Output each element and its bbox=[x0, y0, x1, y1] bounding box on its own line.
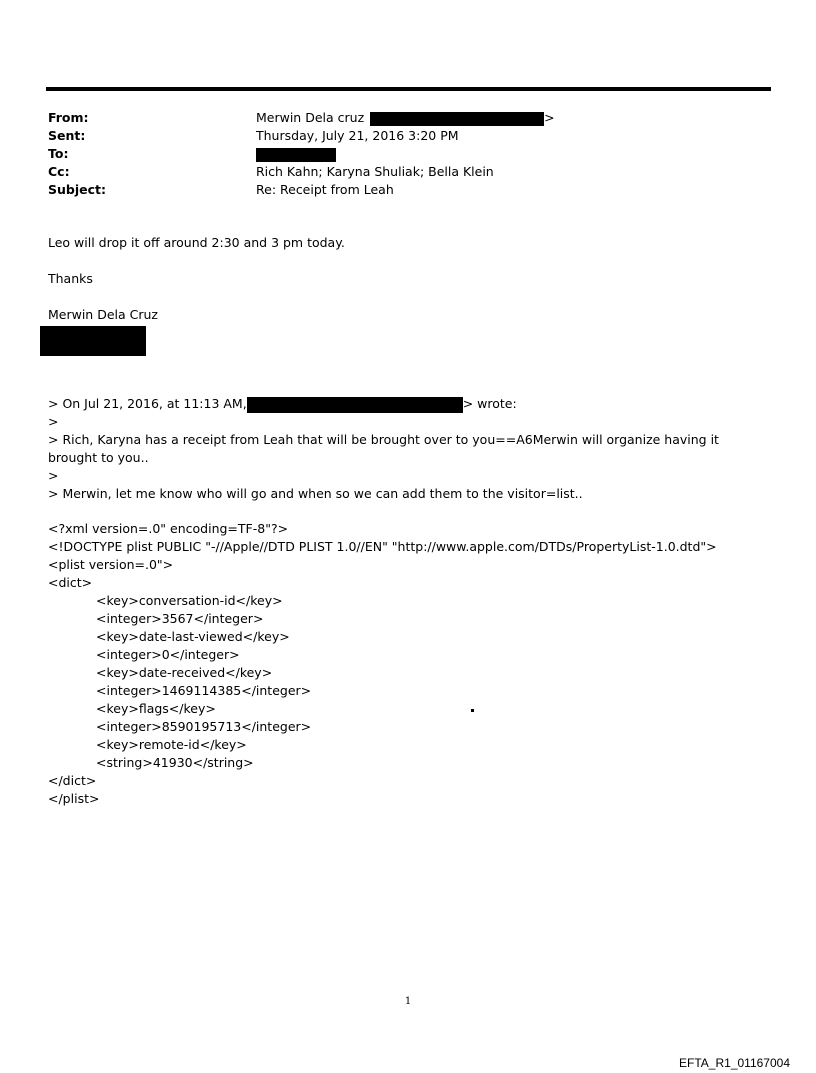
from-email-redaction bbox=[370, 112, 544, 126]
to-value bbox=[256, 145, 336, 163]
signature-redaction bbox=[40, 326, 146, 356]
xml-line: <integer>0</integer> bbox=[96, 647, 240, 662]
sent-value: Thursday, July 21, 2016 3:20 PM bbox=[256, 128, 459, 143]
header-rule bbox=[46, 87, 771, 91]
xml-line: </plist> bbox=[48, 791, 100, 806]
subject-value: Re: Receipt from Leah bbox=[256, 182, 394, 197]
quoted-blank-1: > bbox=[48, 414, 59, 429]
xml-line: <key>remote-id</key> bbox=[96, 737, 247, 752]
to-redaction bbox=[256, 148, 336, 162]
xml-line: <key>date-last-viewed</key> bbox=[96, 629, 290, 644]
cc-label: Cc: bbox=[48, 164, 70, 179]
from-label: From: bbox=[48, 110, 89, 125]
xml-line: <?xml version=.0" encoding=TF-8"?> bbox=[48, 521, 289, 536]
sent-row bbox=[48, 127, 768, 145]
subject-row bbox=[48, 181, 768, 199]
to-label: To: bbox=[48, 146, 69, 161]
quoted-paragraph-1: > Rich, Karyna has a receipt from Leah that will be brought over to you==A6Merwin will organize having it brought to you.. bbox=[48, 432, 719, 465]
quoted-paragraph-2: > Merwin, let me know who will go and when so we can add them to the visitor=list.. bbox=[48, 486, 583, 501]
xml-line: <integer>3567</integer> bbox=[96, 611, 264, 626]
body-line-1: Leo will drop it off around 2:30 and 3 pm today. bbox=[48, 235, 345, 250]
quoted-intro bbox=[48, 395, 768, 413]
body-thanks: Thanks bbox=[48, 271, 93, 286]
xml-line: <key>flags</key> bbox=[96, 701, 216, 716]
xml-line: </dict> bbox=[48, 773, 97, 788]
quoted-intro-suffix: > wrote: bbox=[462, 396, 517, 411]
sent-label: Sent: bbox=[48, 128, 86, 143]
xml-line: <string>41930</string> bbox=[96, 755, 254, 770]
xml-line: <key>conversation-id</key> bbox=[96, 593, 283, 608]
stray-mark bbox=[471, 709, 474, 712]
xml-line: <plist version=.0"> bbox=[48, 557, 174, 572]
plist-xml-block bbox=[48, 520, 768, 808]
cc-row bbox=[48, 163, 768, 181]
subject-label: Subject: bbox=[48, 182, 106, 197]
email-header bbox=[48, 109, 768, 199]
from-name: Merwin Dela cruz bbox=[256, 110, 365, 125]
xml-line: <integer>1469114385</integer> bbox=[96, 683, 312, 698]
from-row bbox=[48, 109, 768, 127]
quoted-message bbox=[48, 395, 768, 503]
xml-line: <dict> bbox=[48, 575, 93, 590]
quoted-intro-prefix: > On Jul 21, 2016, at 11:13 AM, bbox=[48, 396, 247, 411]
to-row bbox=[48, 145, 768, 163]
quoted-blank-2: > bbox=[48, 468, 59, 483]
signature-name: Merwin Dela Cruz bbox=[48, 307, 158, 322]
bates-number: EFTA_R1_01167004 bbox=[679, 1056, 790, 1070]
page-number: 1 bbox=[404, 996, 412, 1007]
quoted-sender-redaction bbox=[247, 397, 463, 413]
cc-value: Rich Kahn; Karyna Shuliak; Bella Klein bbox=[256, 164, 494, 179]
xml-line: <key>date-received</key> bbox=[96, 665, 273, 680]
xml-line: <integer>8590195713</integer> bbox=[96, 719, 312, 734]
from-suffix: > bbox=[544, 110, 555, 125]
from-value bbox=[256, 109, 555, 127]
xml-line: <!DOCTYPE plist PUBLIC "-//Apple//DTD PLIST 1.0//EN" "http://www.apple.com/DTDs/PropertyList-1.0.dtd"> bbox=[48, 539, 717, 554]
